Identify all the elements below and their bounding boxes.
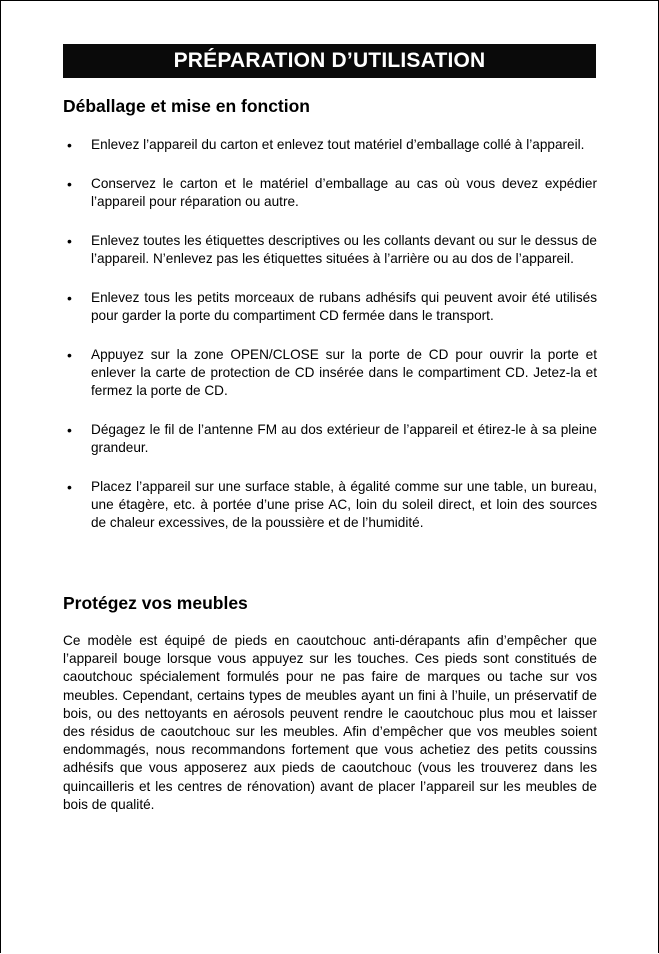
list-item: • Enlevez toutes les étiquettes descriptives ou les collants devant ou sur le dessus de l’appareil. N’enlevez pas les étiquettes situées à l’arrière ou au dos de l’appareil.	[63, 232, 597, 268]
section-heading-furniture: Protégez vos meubles	[63, 593, 248, 613]
list-item: • Dégagez le fil de l’antenne FM au dos extérieur de l’appareil et étirez-le à sa pleine grandeur.	[63, 421, 597, 457]
unpacking-instructions-list	[63, 136, 597, 553]
list-item: • Enlevez l’appareil du carton et enlevez tout matériel d’emballage collé à l’appareil.	[63, 136, 597, 154]
section-heading-unpacking: Déballage et mise en fonction	[63, 96, 310, 116]
list-item: • Enlevez tous les petits morceaux de rubans adhésifs qui peuvent avoir été utilisés pour garder la porte du compartiment CD fermée dans le transport.	[63, 289, 597, 325]
list-item: • Placez l’appareil sur une surface stable, à égalité comme sur une table, un bureau, une étagère, etc. à portée d’une prise AC, loin du soleil direct, et loin des sources de chaleur excessives, de la poussière et de l’humidité.	[63, 478, 597, 533]
list-item: • Appuyez sur la zone OPEN/CLOSE sur la porte de CD pour ouvrir la porte et enlever la carte de protection de CD insérée dans le compartiment CD. Jetez-la et fermez la porte de CD.	[63, 346, 597, 401]
page-title: PRÉPARATION D’UTILISATION	[63, 44, 596, 78]
furniture-protection-paragraph: Ce modèle est équipé de pieds en caoutchouc anti-dérapants afin d’empêcher que l’appareil bouge lorsque vous appuyez sur les touches. Ces pieds sont constitués de caoutchouc spécialement formulés pour ne pas faire de marques ou tache sur vos meubles. Cependant, certains types de meubles ayant un fini à l’huile, un préservatif de bois, ou des nettoyants en aérosols peuvent rendre le caoutchouc plus mou et laisser des résidus de caoutchouc sur les meubles. Afin d’empêcher que vos meubles soient endommagés, nous recommandons fortement que vous achetiez des petits coussins adhésifs que vous apposerez aux pieds de caoutchouc (vous les trouverez dans les quincailleris et les centres de rénovation) avant de placer l’appareil sur les meubles de bois de qualité.	[63, 633, 597, 812]
list-item: • Conservez le carton et le matériel d’emballage au cas où vous devez expédier l’appareil pour réparation ou autre.	[63, 175, 597, 211]
